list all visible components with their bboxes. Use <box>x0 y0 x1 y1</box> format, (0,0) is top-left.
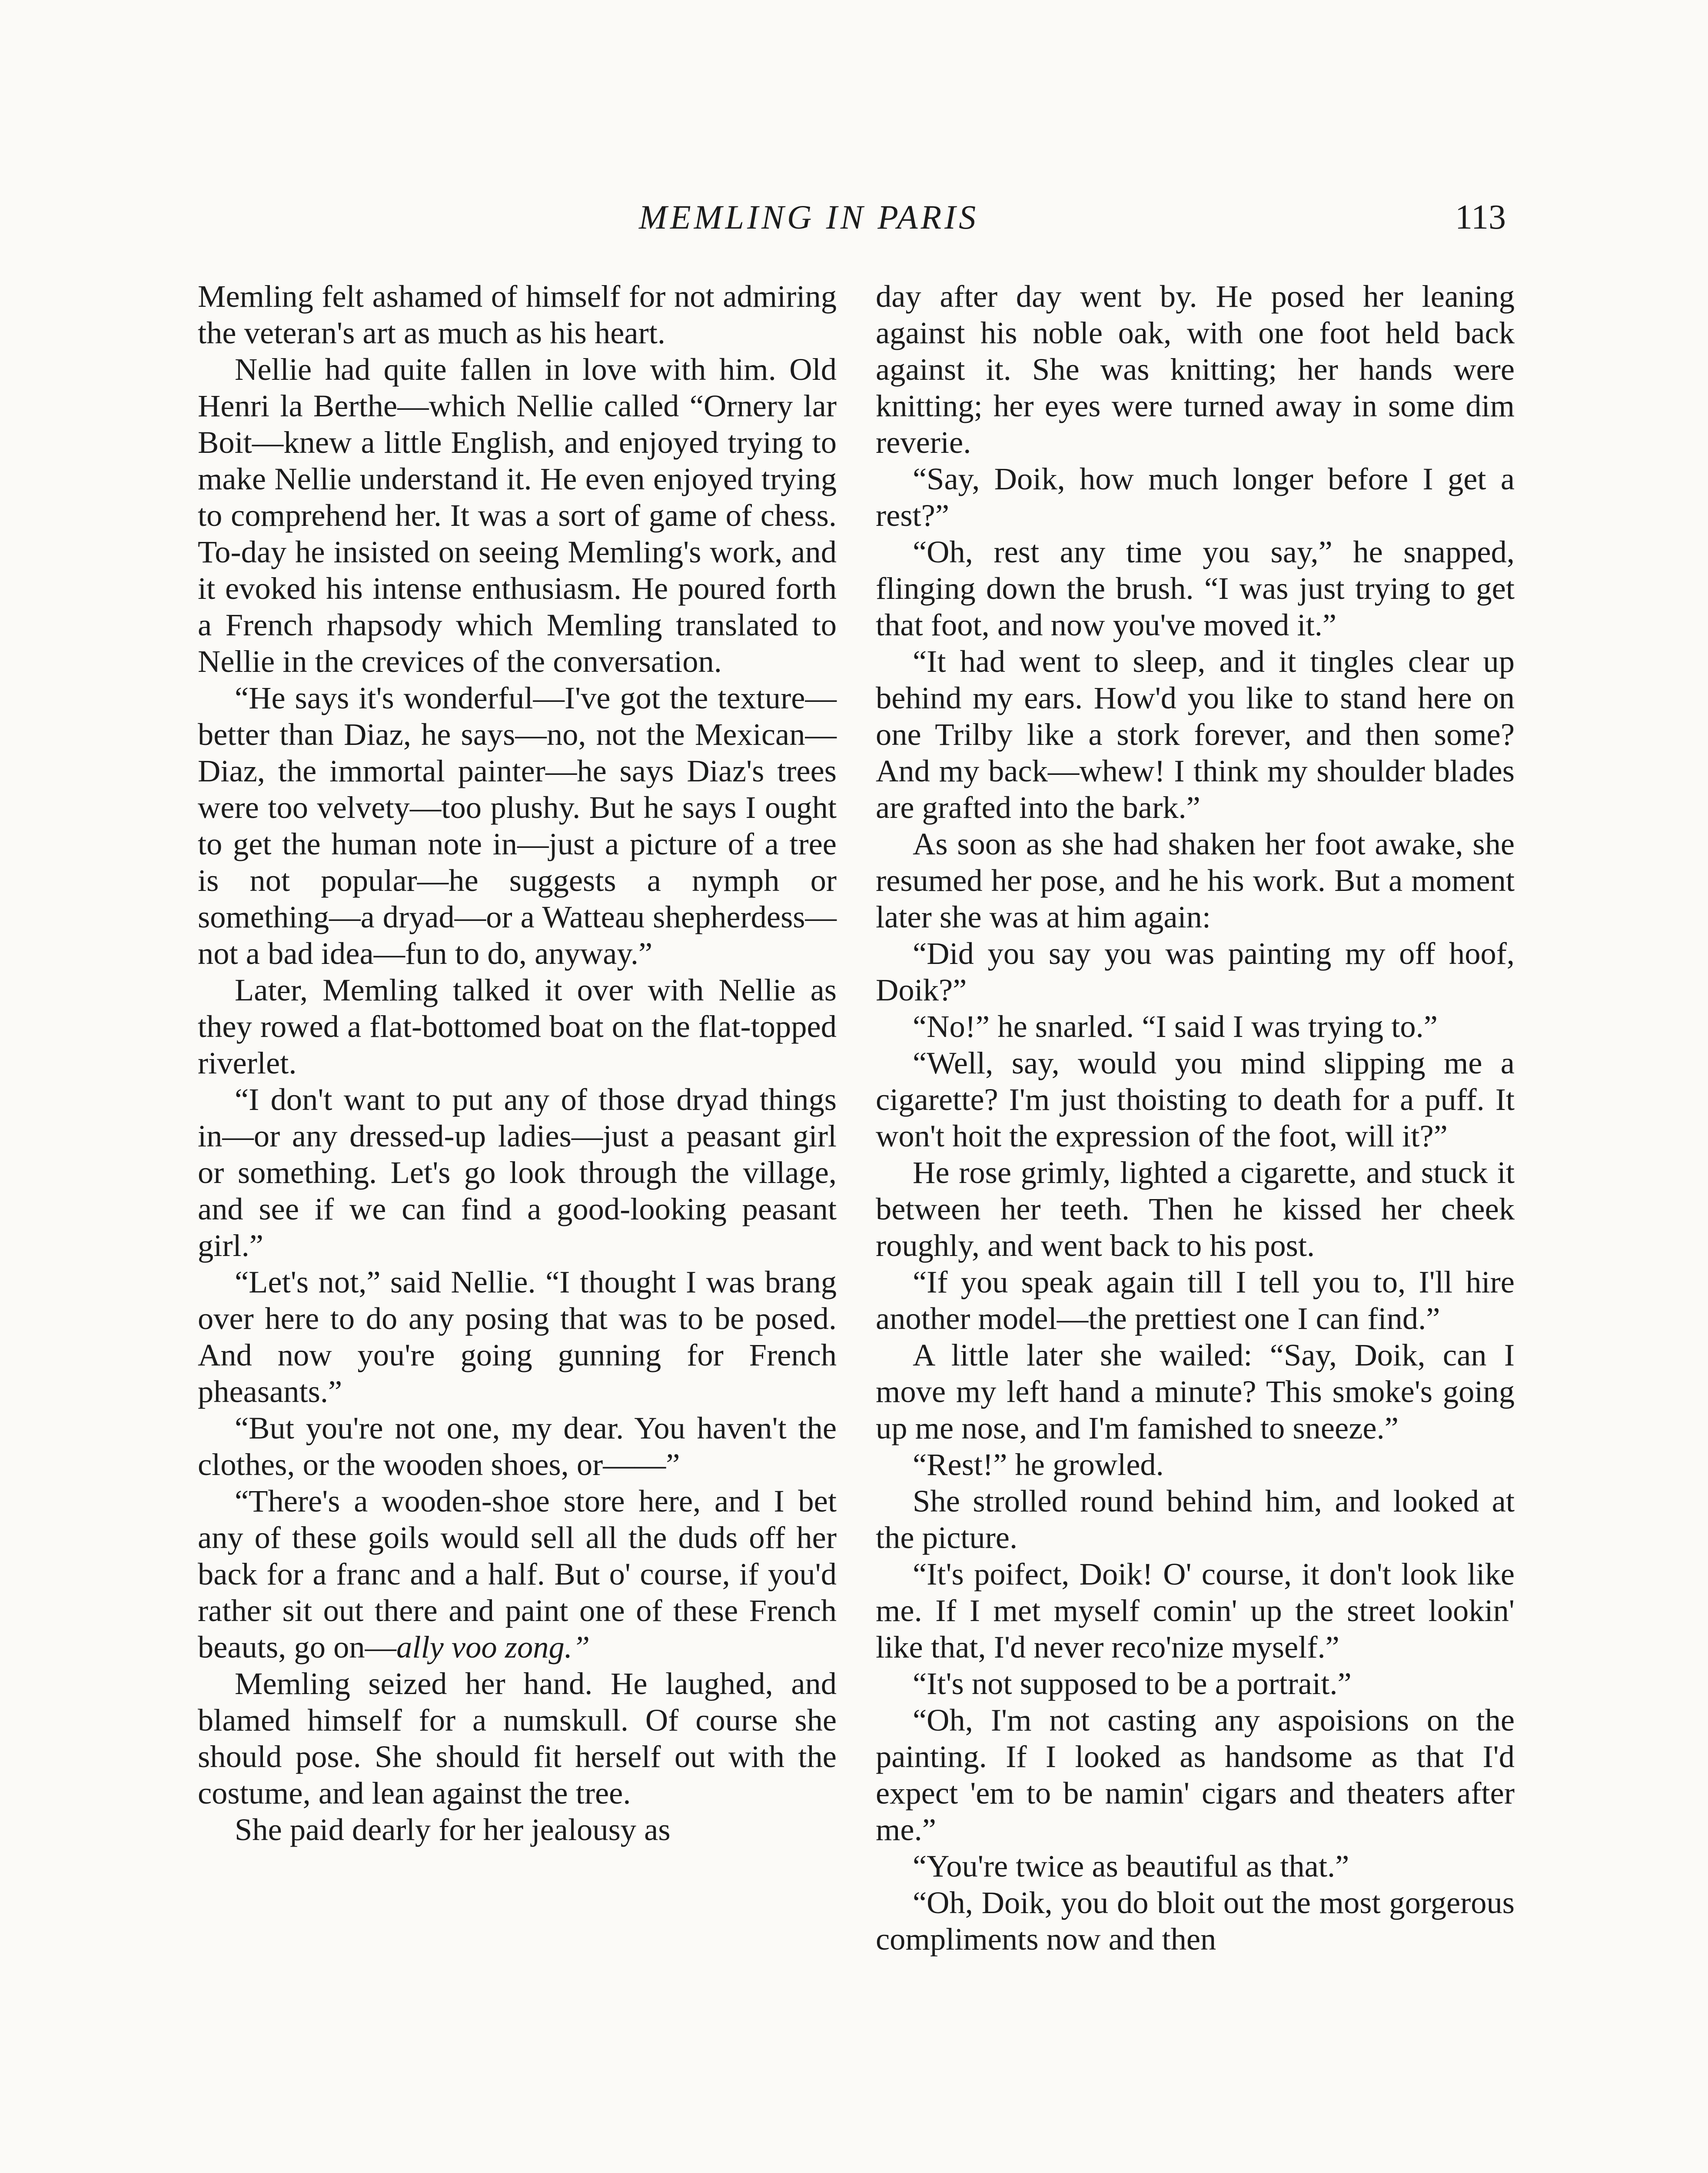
italic-phrase: ally voo zong.” <box>396 1629 590 1665</box>
paragraph: He rose grimly, lighted a cigarette, and stuck it between her teeth. Then he kissed her cheek roughly, and went back to his post. <box>876 1155 1515 1263</box>
paragraph: “Say, Doik, how much longer before I get a rest?” <box>876 461 1515 533</box>
paragraph: “If you speak again till I tell you to, I'll hire another model—the prettiest one I can find.” <box>876 1264 1515 1336</box>
paragraph: “I don't want to put any of those dryad things in—or any dressed-up ladies—just a peasant girl or something. Let's go look through the village, and see if we can find a good-looking peasant girl.” <box>198 1082 837 1263</box>
left-column <box>198 278 837 1848</box>
paragraph: “It had went to sleep, and it tingles clear up behind my ears. How'd you like to stand here on one Trilby like a stork forever, and then some? And my back—whew! I think my shoulder blades are grafted into the bark.” <box>876 644 1515 825</box>
running-head <box>0 198 1708 250</box>
paragraph: “Did you say you was painting my off hoof, Doik?” <box>876 936 1515 1007</box>
paragraph: Memling seized her hand. He laughed, and blamed himself for a numskull. Of course she should pose. She should fit herself out with the costume, and lean against the tree. <box>198 1666 837 1811</box>
running-title: MEMLING IN PARIS <box>639 198 979 236</box>
paragraph: “Rest!” he growled. <box>913 1447 1164 1482</box>
right-column <box>876 278 1515 1957</box>
paragraph: “Oh, Doik, you do bloit out the most gorgerous compliments now and then <box>876 1885 1515 1957</box>
paragraph-text: “There's a wooden-shoe store here, and I bet any of these goils would sell all the duds off her back for a franc and a half. But o' course, if you'd rather sit out there and paint one of these French beauts, go on— <box>198 1483 837 1665</box>
paragraph: day after day went by. He posed her leaning against his noble oak, with one foot held back against it. She was knitting; her hands were knitting; her eyes were turned away in some dim reverie. <box>876 279 1515 460</box>
paragraph-with-italic <box>198 1483 837 1665</box>
paragraph: She strolled round behind him, and looked at the picture. <box>876 1483 1515 1555</box>
paragraph: “It's poifect, Doik! O' course, it don't look like me. If I met myself comin' up the street lookin' like that, I'd never reco'nize myself.” <box>876 1556 1515 1665</box>
paragraph: She paid dearly for her jealousy as <box>235 1812 671 1847</box>
paragraph: “Well, say, would you mind slipping me a cigarette? I'm just thoisting to death for a puff. It won't hoit the expression of the foot, will it?” <box>876 1045 1515 1153</box>
paragraph: “He says it's wonderful—I've got the texture—better than Diaz, he says—no, not the Mexican—Diaz, the immortal painter—he says Diaz's trees were too velvety—too plushy. But he says I ought to get the human note in—just a picture of a tree is not popular—he suggests a nymph or something—a dryad—or a Watteau shepherdess—not a bad idea—fun to do, anyway.” <box>198 680 837 971</box>
paragraph: “It's not supposed to be a portrait.” <box>913 1666 1352 1701</box>
page-number: 113 <box>1455 198 1506 236</box>
paragraph: Nellie had quite fallen in love with him. Old Henri la Berthe—which Nellie called “Ornery lar Boit—knew a little English, and enjoyed trying to make Nellie understand it. He even enjoyed trying to comprehend her. It was a sort of game of chess. To-day he insisted on seeing Memling's work, and it evoked his intense enthusiasm. He poured forth a French rhapsody which Memling translated to Nellie in the crevices of the conversation. <box>198 352 837 679</box>
paragraph: “You're twice as beautiful as that.” <box>913 1848 1349 1884</box>
paragraph: “Oh, I'm not casting any aspoisions on the painting. If I looked as handsome as that I'd expect 'em to be namin' cigars and theaters after me.” <box>876 1702 1515 1847</box>
paragraph: “No!” he snarled. “I said I was trying to.” <box>913 1009 1438 1044</box>
paragraph: “Let's not,” said Nellie. “I thought I was brang over here to do any posing that was to be posed. And now you're going gunning for French pheasants.” <box>198 1264 837 1409</box>
paragraph: “But you're not one, my dear. You haven't the clothes, or the wooden shoes, or——” <box>198 1410 837 1482</box>
paragraph: “Oh, rest any time you say,” he snapped, flinging down the brush. “I was just trying to get that foot, and now you've moved it.” <box>876 534 1515 642</box>
paragraph: Later, Memling talked it over with Nellie as they rowed a flat-bottomed boat on the flat-topped riverlet. <box>198 972 837 1080</box>
paragraph: As soon as she had shaken her foot awake, she resumed her pose, and he his work. But a moment later she was at him again: <box>876 826 1515 934</box>
paragraph: A little later she wailed: “Say, Doik, can I move my left hand a minute? This smoke's going up me nose, and I'm famished to sneeze.” <box>876 1337 1515 1445</box>
paragraph: Memling felt ashamed of himself for not admiring the veteran's art as much as his heart. <box>198 279 837 350</box>
